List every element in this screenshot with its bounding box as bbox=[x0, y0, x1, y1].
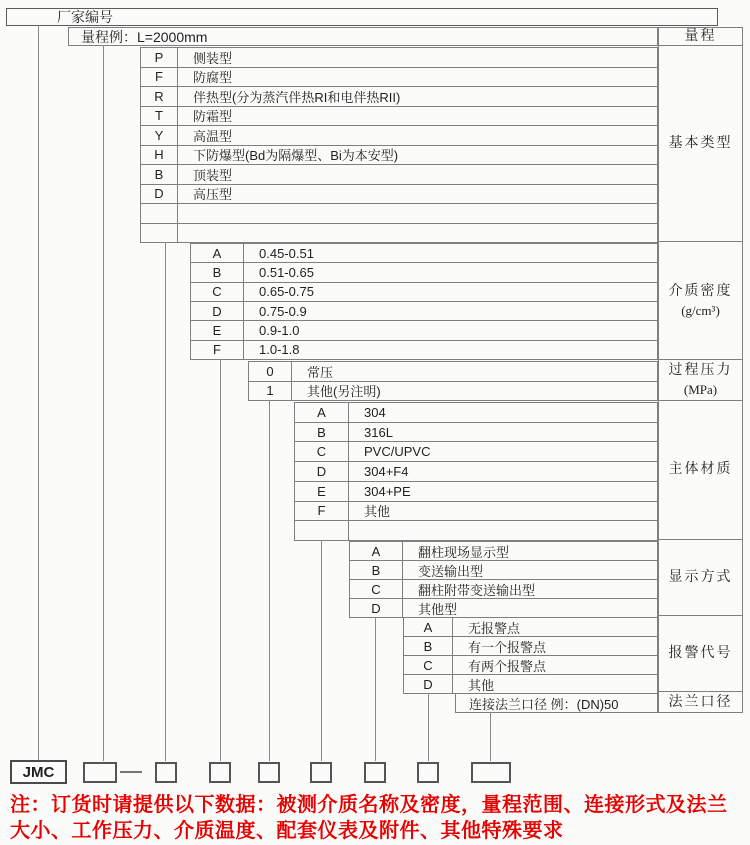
ordering-note bbox=[10, 792, 746, 844]
option-desc: 304+PE bbox=[364, 483, 411, 499]
option-row bbox=[295, 482, 657, 502]
option-code: C bbox=[295, 442, 349, 461]
option-row bbox=[404, 675, 657, 693]
option-row bbox=[404, 618, 657, 637]
material-section bbox=[294, 402, 658, 541]
option-desc: 0.75-0.9 bbox=[259, 303, 307, 319]
option-desc: 伴热型(分为蒸汽伴热RI和电伴热RII) bbox=[193, 89, 401, 105]
range-example-label: 量程例：L=2000mm bbox=[81, 28, 208, 45]
code-box-display bbox=[364, 762, 386, 783]
option-row bbox=[404, 637, 657, 656]
category-label: 法兰口径 bbox=[668, 694, 733, 710]
code-box-basic-type bbox=[155, 762, 177, 783]
option-desc: 其他 bbox=[364, 504, 391, 520]
category-label: 显示方式 bbox=[668, 569, 733, 585]
option-row bbox=[191, 321, 657, 340]
display-section bbox=[349, 541, 658, 618]
option-code: C bbox=[404, 656, 453, 674]
option-code: B bbox=[295, 423, 349, 442]
flange-desc: 连接法兰口径 例：(DN)50 bbox=[469, 696, 619, 712]
category-label: 基本类型 bbox=[668, 136, 733, 152]
option-row bbox=[141, 48, 657, 68]
option-desc: 其他 bbox=[468, 677, 495, 693]
option-row bbox=[295, 403, 657, 423]
option-desc: 304 bbox=[364, 404, 386, 420]
manufacturer-row bbox=[6, 8, 718, 26]
option-row bbox=[191, 244, 657, 263]
option-row bbox=[141, 68, 657, 88]
option-row bbox=[350, 580, 657, 599]
option-desc: 顶装型 bbox=[193, 167, 233, 183]
category-density bbox=[659, 242, 742, 360]
option-row bbox=[141, 126, 657, 146]
category-basic-type bbox=[659, 46, 742, 242]
code-box-alarm bbox=[417, 762, 439, 783]
connector-line-material bbox=[321, 540, 322, 761]
option-code: B bbox=[404, 637, 453, 655]
option-desc: 翻柱现场显示型 bbox=[418, 544, 510, 560]
option-code: D bbox=[191, 302, 244, 320]
category-display bbox=[659, 540, 742, 617]
option-row bbox=[249, 382, 657, 401]
option-code: A bbox=[295, 403, 349, 422]
option-row bbox=[191, 263, 657, 282]
ordering-note-line1: 注：订货时请提供以下数据：被测介质名称及密度，量程范围、连接形式及法兰 bbox=[10, 794, 728, 816]
option-desc: 其他型 bbox=[418, 601, 458, 617]
option-desc: 高温型 bbox=[193, 128, 233, 144]
connector-line-alarm bbox=[428, 693, 429, 761]
option-code: B bbox=[350, 561, 403, 579]
option-code: B bbox=[191, 263, 244, 281]
option-desc: 高压型 bbox=[193, 187, 233, 203]
option-desc: 侧装型 bbox=[193, 50, 233, 66]
option-desc bbox=[178, 224, 657, 243]
option-row bbox=[141, 87, 657, 107]
model-prefix-box bbox=[10, 760, 67, 784]
option-desc: PVC/UPVC bbox=[364, 444, 431, 460]
connector-line-display bbox=[375, 617, 376, 761]
category-material bbox=[659, 401, 742, 540]
category-range bbox=[659, 28, 742, 46]
option-row bbox=[141, 185, 657, 205]
option-code: D bbox=[350, 599, 403, 617]
option-row bbox=[141, 146, 657, 166]
connector-line-manufacturer bbox=[38, 25, 39, 761]
option-row bbox=[350, 599, 657, 617]
alarm-section bbox=[403, 617, 658, 694]
option-row bbox=[191, 341, 657, 359]
connector-line-flange bbox=[490, 712, 491, 761]
option-row bbox=[404, 656, 657, 675]
option-row bbox=[350, 542, 657, 561]
option-row-empty bbox=[141, 224, 657, 243]
option-desc: 0.65-0.75 bbox=[259, 284, 314, 300]
category-unit: (g/cm³) bbox=[681, 302, 720, 318]
option-desc: 0.45-0.51 bbox=[259, 245, 314, 261]
category-label: 报警代号 bbox=[668, 646, 733, 662]
option-desc: 有两个报警点 bbox=[468, 658, 547, 674]
model-prefix-label: JMC bbox=[22, 763, 55, 781]
option-code: 0 bbox=[249, 362, 292, 381]
option-row-empty bbox=[141, 204, 657, 224]
manufacturer-label: 厂家编号 bbox=[57, 9, 113, 25]
category-flange bbox=[659, 692, 742, 712]
code-box-pressure bbox=[258, 762, 280, 783]
category-label: 主体材质 bbox=[668, 462, 733, 478]
option-row bbox=[350, 561, 657, 580]
option-desc: 1.0-1.8 bbox=[259, 342, 300, 358]
option-row bbox=[141, 165, 657, 185]
option-code: A bbox=[350, 542, 403, 560]
flange-row bbox=[455, 693, 658, 713]
option-desc: 变送输出型 bbox=[418, 563, 484, 579]
option-row bbox=[191, 302, 657, 321]
option-code: H bbox=[141, 146, 178, 165]
option-code: E bbox=[191, 321, 244, 339]
option-desc: 翻柱附带变送输出型 bbox=[418, 582, 536, 598]
category-label: 过程压力 bbox=[668, 362, 733, 378]
option-row bbox=[295, 442, 657, 462]
option-row bbox=[191, 283, 657, 302]
option-code: E bbox=[295, 482, 349, 501]
option-desc: 0.9-1.0 bbox=[259, 322, 300, 338]
connector-line-basic-type bbox=[165, 242, 166, 761]
code-box-range bbox=[83, 762, 117, 783]
category-label: 量程 bbox=[684, 29, 717, 44]
category-column bbox=[658, 27, 743, 713]
option-desc: 0.51-0.65 bbox=[259, 264, 314, 280]
dash-separator bbox=[120, 771, 142, 773]
category-label: 介质密度 bbox=[668, 283, 733, 299]
connector-line-density bbox=[220, 359, 221, 761]
range-row bbox=[68, 27, 658, 46]
option-desc: 316L bbox=[364, 424, 393, 440]
option-row bbox=[295, 462, 657, 482]
option-code: A bbox=[404, 618, 453, 636]
connector-line-pressure bbox=[269, 400, 270, 761]
option-code: F bbox=[141, 68, 178, 87]
option-row bbox=[295, 423, 657, 443]
option-code: 1 bbox=[249, 382, 292, 401]
option-desc: 其他(另注明) bbox=[307, 384, 381, 400]
code-box-material bbox=[310, 762, 332, 783]
option-row bbox=[249, 362, 657, 382]
option-code: B bbox=[141, 165, 178, 184]
option-row-empty bbox=[295, 521, 657, 540]
option-code: Y bbox=[141, 126, 178, 145]
option-desc: 防霜型 bbox=[193, 109, 233, 125]
density-section bbox=[190, 243, 658, 360]
option-desc: 防腐型 bbox=[193, 70, 233, 86]
ordering-note-line2: 大小、工作压力、介质温度、配套仪表及附件、其他特殊要求 bbox=[10, 820, 564, 842]
category-unit: (MPa) bbox=[683, 381, 718, 397]
option-desc: 304+F4 bbox=[364, 464, 409, 480]
option-row bbox=[295, 502, 657, 522]
category-pressure bbox=[659, 360, 742, 401]
option-row bbox=[141, 107, 657, 127]
basic-type-section bbox=[140, 47, 658, 243]
code-box-flange bbox=[471, 762, 511, 783]
option-code: C bbox=[350, 580, 403, 598]
option-code: D bbox=[295, 462, 349, 481]
option-code bbox=[141, 204, 178, 223]
option-code: F bbox=[295, 502, 349, 521]
option-code bbox=[141, 224, 178, 243]
option-code: A bbox=[191, 244, 244, 262]
option-code: T bbox=[141, 107, 178, 126]
option-desc: 有一个报警点 bbox=[468, 639, 547, 655]
option-code bbox=[295, 521, 349, 540]
connector-line-range bbox=[103, 45, 104, 761]
code-box-density bbox=[209, 762, 231, 783]
option-desc: 无报警点 bbox=[468, 620, 521, 636]
category-alarm bbox=[659, 616, 742, 692]
option-desc: 常压 bbox=[307, 364, 334, 380]
option-code: D bbox=[141, 185, 178, 204]
option-desc: 下防爆型(Bd为隔爆型、Bi为本安型) bbox=[193, 148, 399, 164]
option-desc bbox=[349, 521, 657, 540]
option-code: P bbox=[141, 48, 178, 67]
pressure-section bbox=[248, 361, 658, 401]
option-desc bbox=[178, 204, 657, 223]
option-code: D bbox=[404, 675, 453, 693]
option-code: C bbox=[191, 283, 244, 301]
option-code: F bbox=[191, 341, 244, 359]
option-code: R bbox=[141, 87, 178, 106]
